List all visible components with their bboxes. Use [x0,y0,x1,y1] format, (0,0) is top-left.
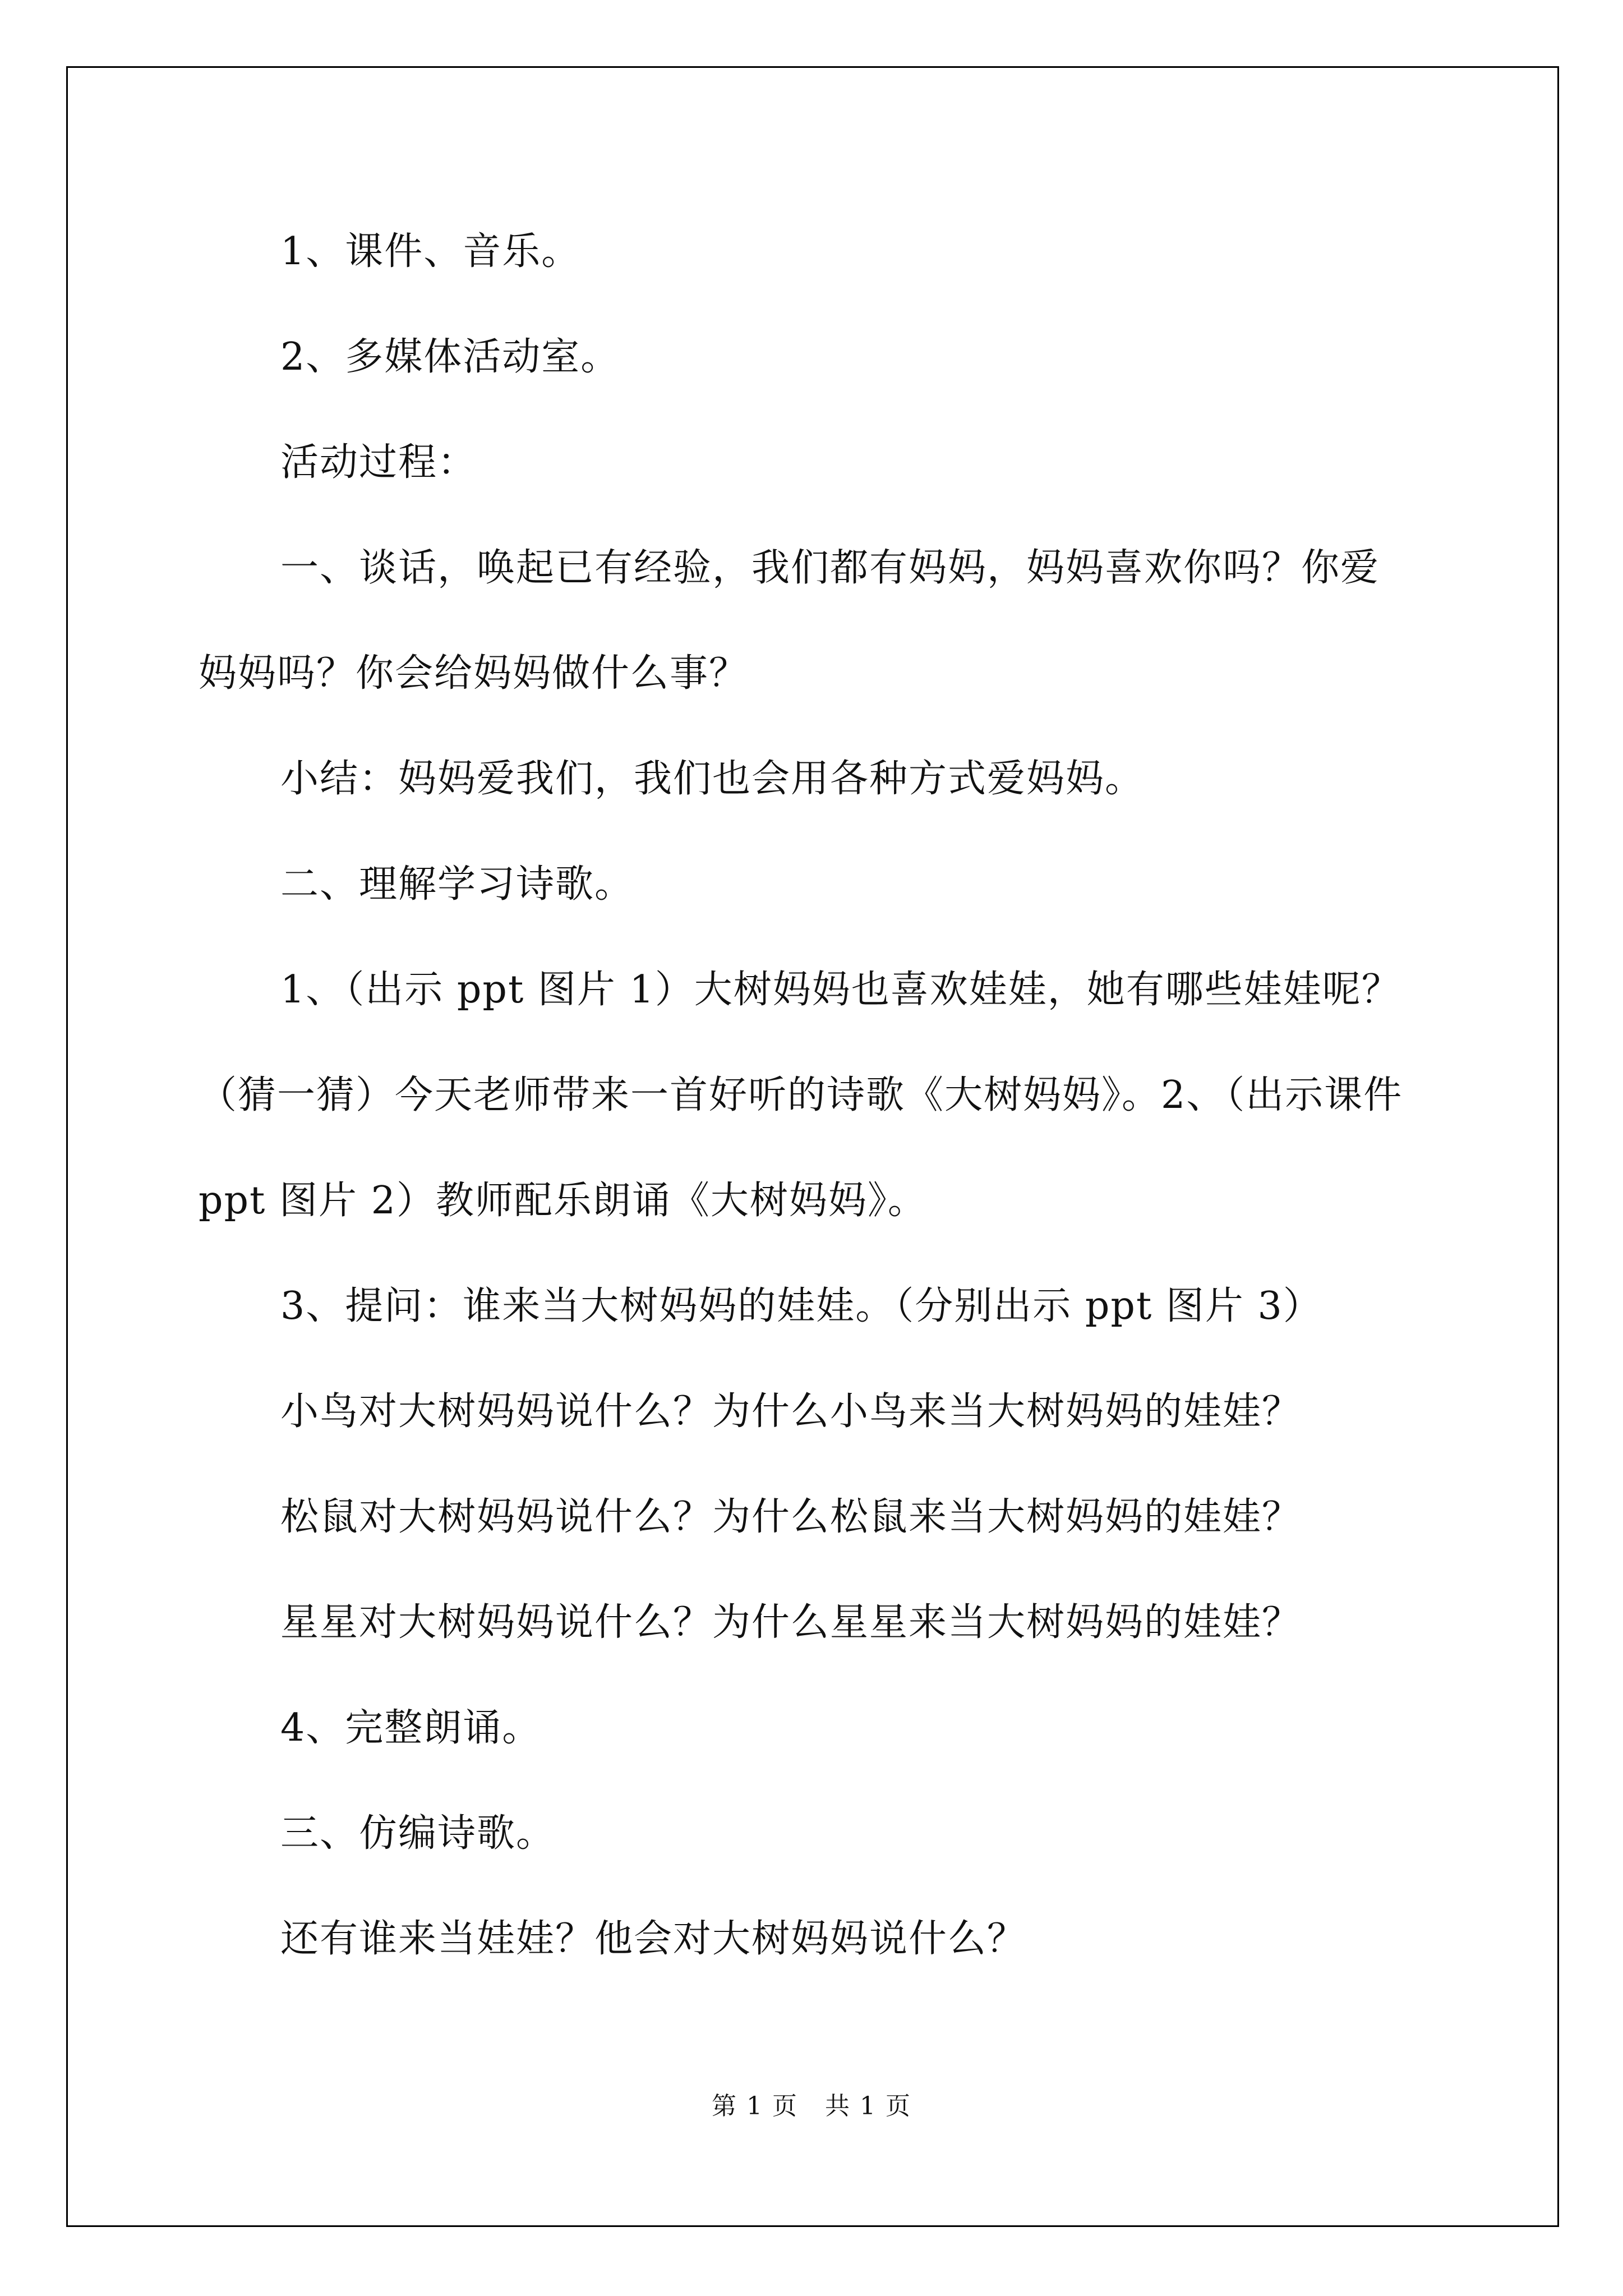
paragraph: 松鼠对大树妈妈说什么？为什么松鼠来当大树妈妈的娃娃？ [280,1495,1302,1539]
paragraph: 活动过程： [280,440,477,485]
page-total: 共 1 页 [825,2092,911,2120]
paragraph: 1、课件、音乐。 [280,229,581,274]
paragraph: 4、完整朗诵。 [280,1706,542,1750]
paragraph: 星星对大树妈妈说什么？为什么星星来当大树妈妈的娃娃？ [280,1600,1302,1645]
page-border [66,66,1559,2227]
paragraph: 三、仿编诗歌。 [280,1811,556,1856]
paragraph: 1、（出示 ppt 图片 1）大树妈妈也喜欢娃娃，她有哪些娃娃呢？ [280,968,1401,1012]
paragraph: 小结：妈妈爱我们，我们也会用各种方式爱妈妈。 [280,757,1145,801]
paragraph: 小鸟对大树妈妈说什么？为什么小鸟来当大树妈妈的娃娃？ [280,1389,1302,1434]
paragraph: （猜一猜）今天老师带来一首好听的诗歌《大树妈妈》。2、（出示课件 [199,1073,1403,1117]
paragraph: 还有谁来当娃娃？他会对大树妈妈说什么？ [280,1917,1027,1961]
paragraph: 2、多媒体活动室。 [280,335,620,379]
page-footer [0,2086,1623,2122]
paragraph: 妈妈吗？你会给妈妈做什么事？ [199,651,749,696]
paragraph: ppt 图片 2）教师配乐朗诵《大树妈妈》。 [199,1179,927,1223]
paragraph: 3、提问：谁来当大树妈妈的娃娃。（分别出示 ppt 图片 3） [280,1284,1322,1328]
paragraph: 二、理解学习诗歌。 [280,862,634,907]
page-number: 第 1 页 [712,2092,798,2120]
paragraph: 一、谈话，唤起已有经验，我们都有妈妈，妈妈喜欢你吗？你爱 [280,546,1380,590]
